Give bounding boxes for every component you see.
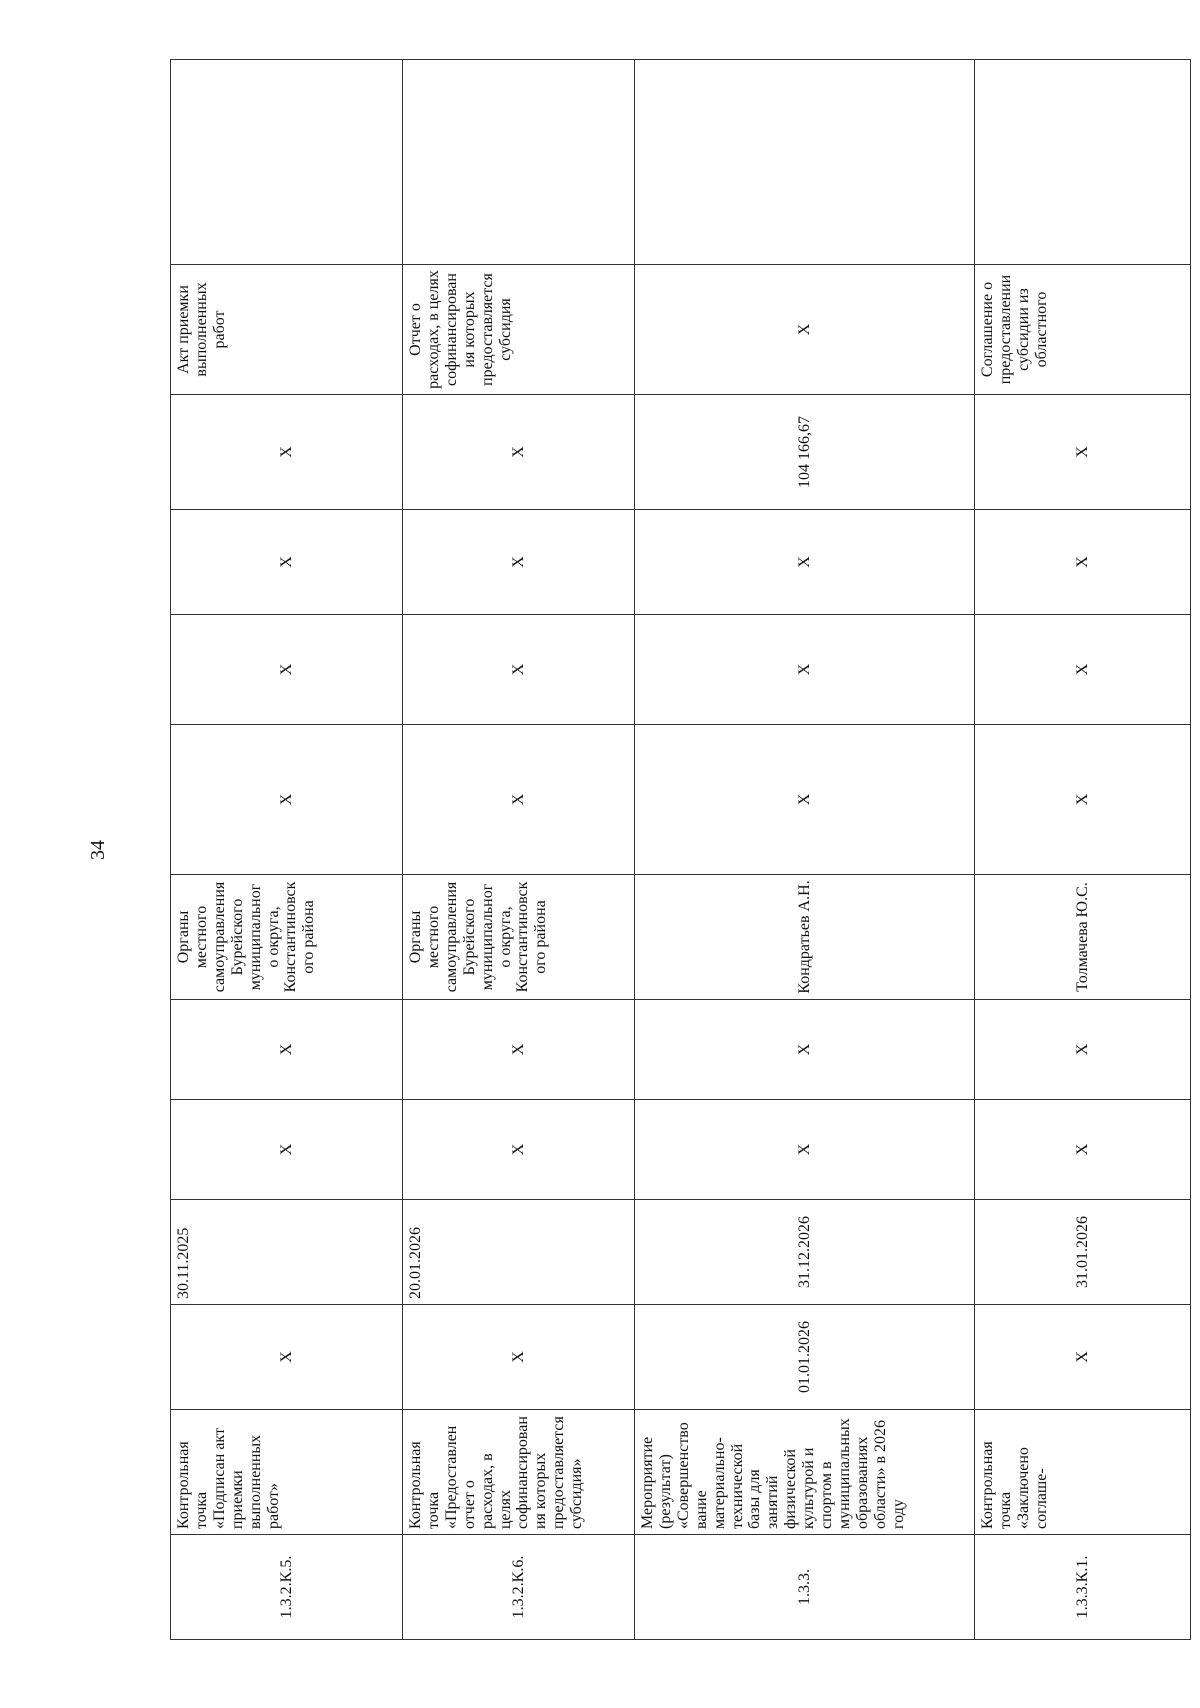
row-end-date: 30.11.2025 [171, 1200, 403, 1305]
row-responsible: Органы местного самоуправления Бурейского муниципального округа, Константиновского района [403, 875, 635, 1000]
row-amount: X [403, 395, 635, 510]
row-name: Контрольная точка «Заключено соглаше- [975, 1410, 1191, 1535]
row-col8: X [635, 725, 975, 875]
row-col5: X [403, 1100, 635, 1200]
row-last [403, 60, 635, 265]
row-col6: X [975, 1000, 1191, 1100]
row-last [975, 60, 1191, 265]
plan-table [170, 59, 1191, 1640]
row-end-date: 31.01.2026 [975, 1200, 1191, 1305]
row-amount: 104 166,67 [635, 395, 975, 510]
table-row [171, 60, 403, 1640]
row-last [635, 60, 975, 265]
row-responsible: Толмачева Ю.С. [975, 875, 1191, 1000]
row-code: 1.3.3.К.1. [975, 1535, 1191, 1640]
table-row [975, 60, 1191, 1640]
row-col8: X [403, 725, 635, 875]
row-col6: X [171, 1000, 403, 1100]
row-col6: X [635, 1000, 975, 1100]
row-start-date: 01.01.2026 [635, 1305, 975, 1410]
row-col5: X [635, 1100, 975, 1200]
row-col9: X [171, 615, 403, 725]
row-col9: X [403, 615, 635, 725]
row-name: Мероприятие (результат) «Совершенствование материально-технической базы для занятий физической культурой и спортом в муниципальных образованиях области» в 2026 году [635, 1410, 975, 1535]
row-end-date: 20.01.2026 [403, 1200, 635, 1305]
row-col8: X [171, 725, 403, 875]
row-col9: X [635, 615, 975, 725]
row-responsible: Кондратьев А.Н. [635, 875, 975, 1000]
row-name: Контрольная точка «Предоставлен отчет о расходах, в целях софинансирования которых предоставляется субсидия» [403, 1410, 635, 1535]
row-col9: X [975, 615, 1191, 725]
row-col10: X [975, 510, 1191, 615]
row-amount: X [171, 395, 403, 510]
row-col6: X [403, 1000, 635, 1100]
row-code: 1.3.2.К.6. [403, 1535, 635, 1640]
row-col10: X [171, 510, 403, 615]
row-col10: X [403, 510, 635, 615]
row-name: Контрольная точка «Подписан акт приемки выполненных работ» [171, 1410, 403, 1535]
rotated-table-wrapper [170, 60, 1190, 1640]
row-start-date: X [403, 1305, 635, 1410]
row-start-date: X [975, 1305, 1191, 1410]
row-col8: X [975, 725, 1191, 875]
row-document: Соглашение о предоставлении субсидии из областного [975, 265, 1191, 395]
table-row [635, 60, 975, 1640]
row-code: 1.3.2.К.5. [171, 1535, 403, 1640]
row-document: X [635, 265, 975, 395]
row-end-date: 31.12.2026 [635, 1200, 975, 1305]
table-row [403, 60, 635, 1640]
page-number: 34 [87, 840, 109, 860]
row-col5: X [171, 1100, 403, 1200]
row-col10: X [635, 510, 975, 615]
row-start-date: X [171, 1305, 403, 1410]
row-document: Отчет о расходах, в целях софинансирования которых предоставляется субсидия [403, 265, 635, 395]
row-responsible: Органы местного самоуправления Бурейского муниципального округа, Константиновского района [171, 875, 403, 1000]
row-amount: X [975, 395, 1191, 510]
row-last [171, 60, 403, 265]
row-code: 1.3.3. [635, 1535, 975, 1640]
row-col5: X [975, 1100, 1191, 1200]
row-document: Акт приемки выполненных работ [171, 265, 403, 395]
